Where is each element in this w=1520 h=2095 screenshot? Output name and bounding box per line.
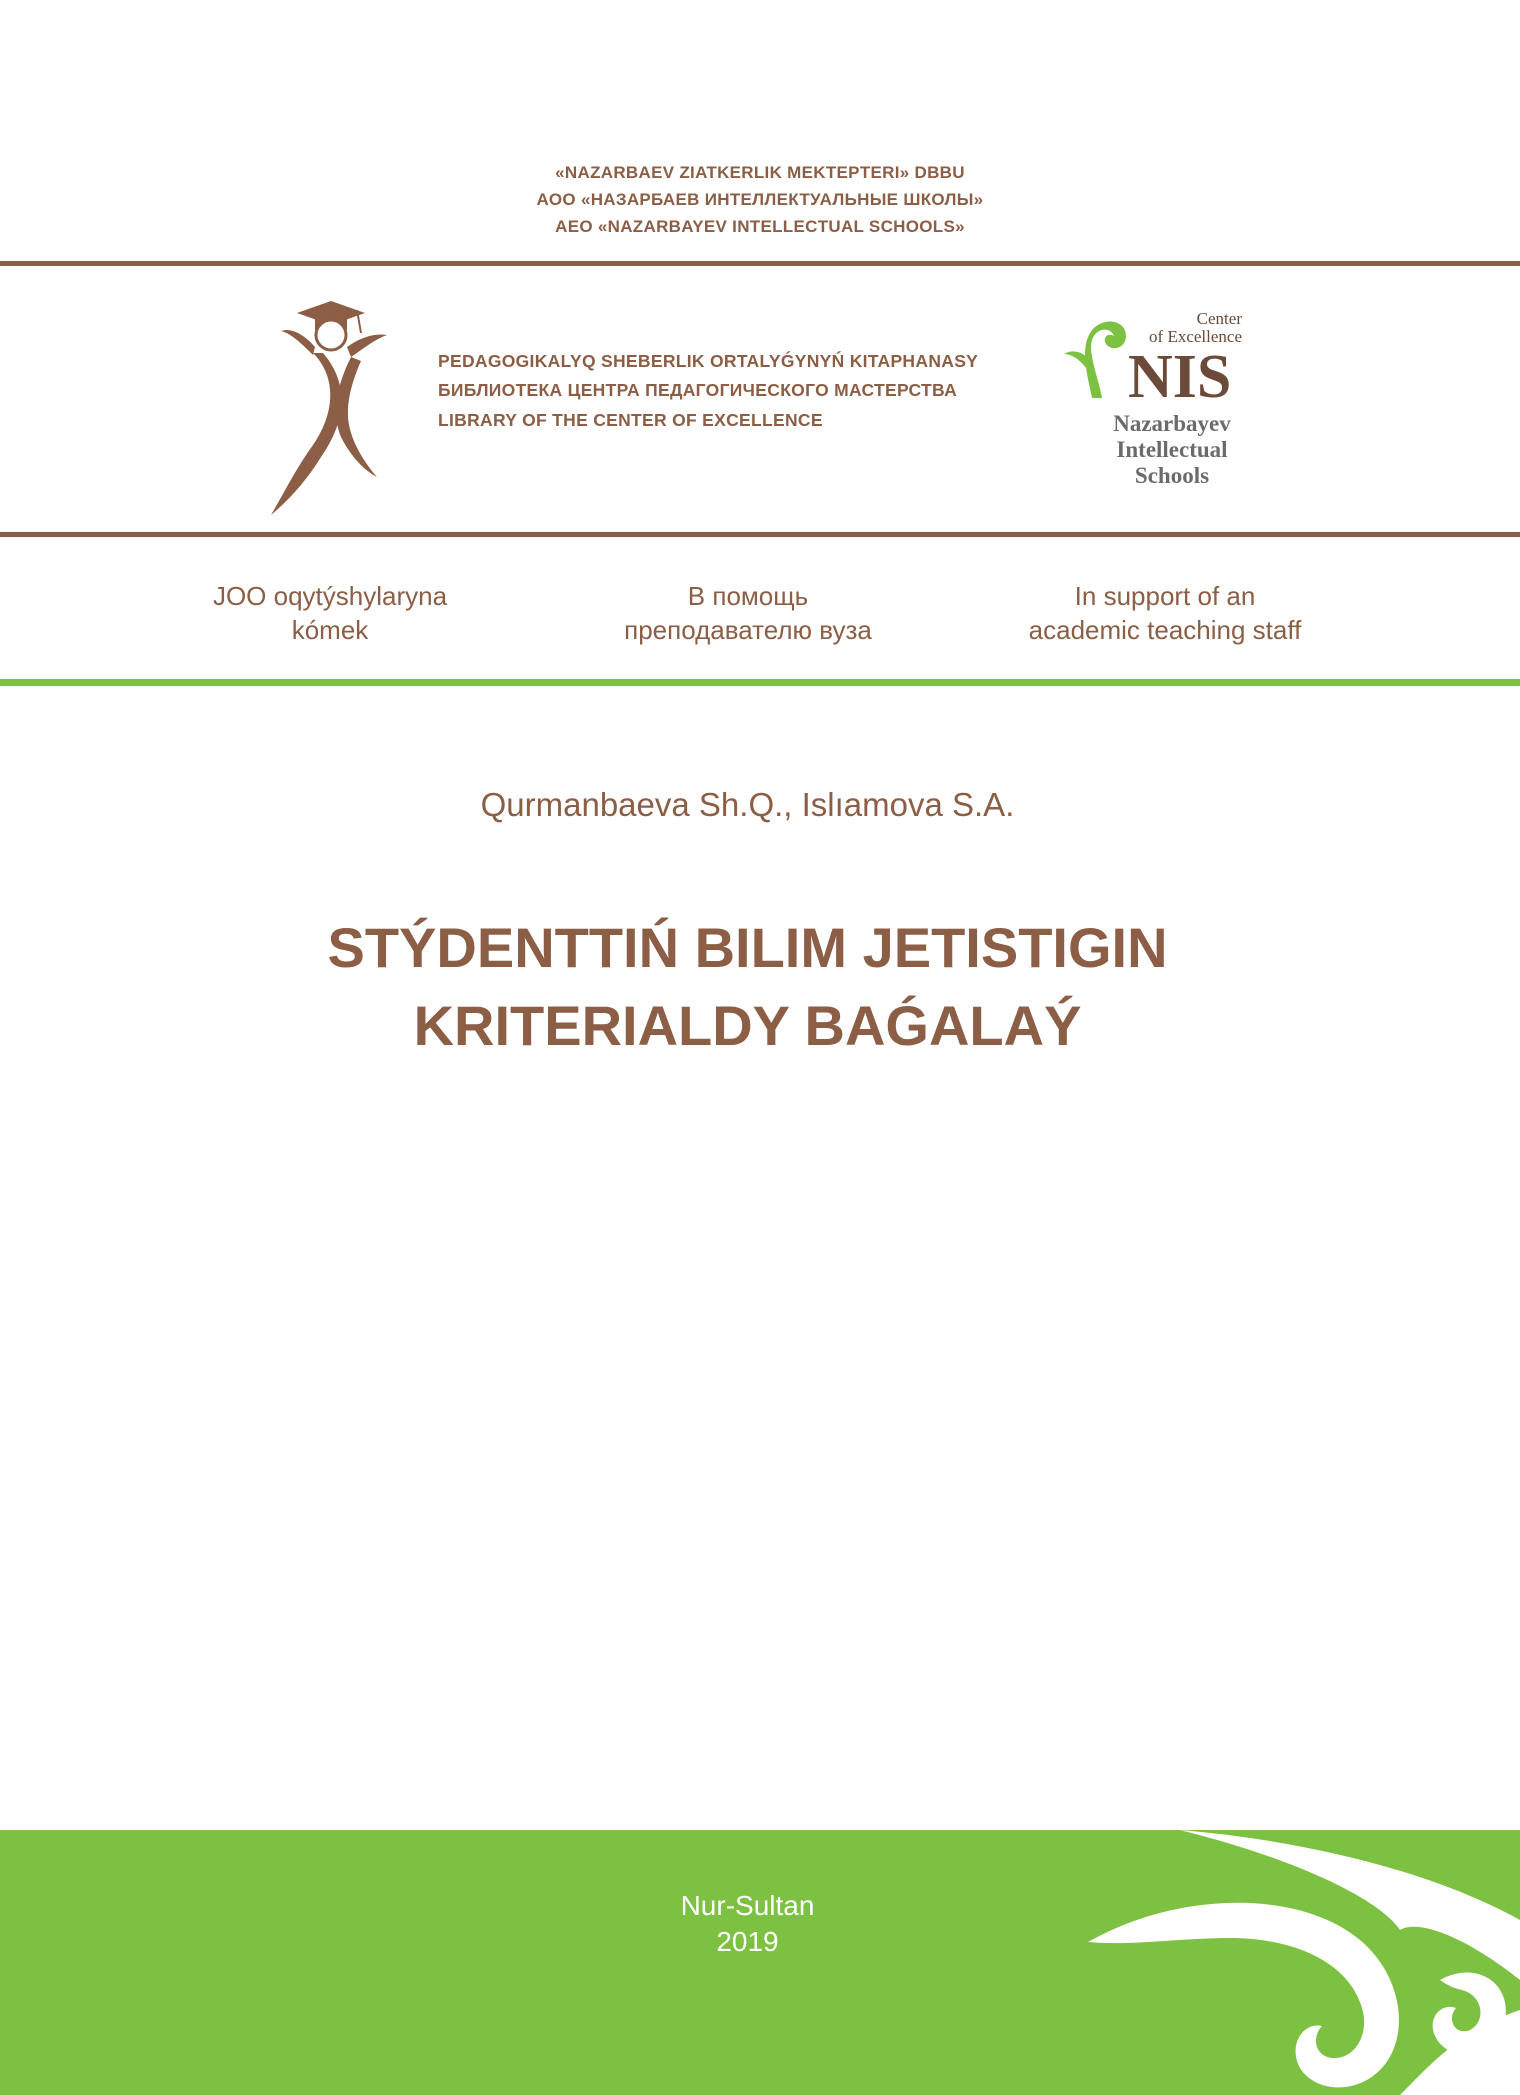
- nis-name-line2: Intellectual: [1116, 437, 1228, 462]
- nis-wordmark: NIS: [1128, 343, 1232, 411]
- org-name-ru: АОО «НАЗАРБАЕВ ИНТЕЛЛЕКТУАЛЬНЫЕ ШКОЛЫ»: [536, 190, 984, 209]
- library-name-en: LIBRARY OF THE CENTER OF EXCELLENCE: [438, 410, 823, 430]
- nis-leaf-icon: [1062, 310, 1132, 400]
- support-kz-line2: kómek: [291, 615, 369, 645]
- middle-divider: [0, 532, 1520, 537]
- book-title-line1: STÝDENTTIŃ BILIM JETISTIGIN: [327, 916, 1168, 979]
- org-name-en: AEO «NAZARBAYEV INTELLECTUAL SCHOOLS»: [555, 217, 965, 236]
- nis-name-line3: Schools: [1134, 463, 1210, 488]
- green-divider: [0, 679, 1520, 686]
- support-kz-line1: JOO oqytýshylaryna: [212, 581, 448, 611]
- support-ru-line2: преподавателю вуза: [624, 615, 872, 645]
- footer-band: [0, 1830, 1520, 2095]
- nis-logo: [1060, 308, 1250, 493]
- support-en-line1: In support of an: [1074, 581, 1256, 611]
- support-en-line2: academic teaching staff: [1028, 615, 1302, 645]
- publication-city: Nur-Sultan: [680, 1890, 815, 1921]
- nis-excellence-label: of Excellence: [1149, 327, 1242, 346]
- publication-year: 2019: [716, 1926, 779, 1957]
- authors: Qurmanbaeva Sh.Q., Islıamova S.A.: [480, 786, 1015, 823]
- library-name-kz: PEDAGOGIKALYQ SHEBERLIK ORTALYǴYNYŃ KITAPHANASY: [438, 351, 979, 371]
- nis-center-label: Center: [1196, 309, 1242, 328]
- org-name-kz: «NAZARBAEV ZIATKERLIK MEKTEPTERI» DBBU: [555, 163, 965, 182]
- teacher-figure-logo: [265, 295, 395, 520]
- library-name-ru: БИБЛИОТЕКА ЦЕНТРА ПЕДАГОГИЧЕСКОГО МАСТЕРСТВА: [438, 380, 958, 400]
- support-ru-line1: В помощь: [687, 581, 809, 611]
- support-kz: [150, 579, 510, 647]
- nis-name-line1: Nazarbayev: [1113, 411, 1231, 436]
- top-divider: [0, 261, 1520, 266]
- support-en: [985, 579, 1345, 647]
- book-title-line2: KRITERIALDY BAǴALAÝ: [413, 994, 1082, 1057]
- support-ru: [568, 579, 928, 647]
